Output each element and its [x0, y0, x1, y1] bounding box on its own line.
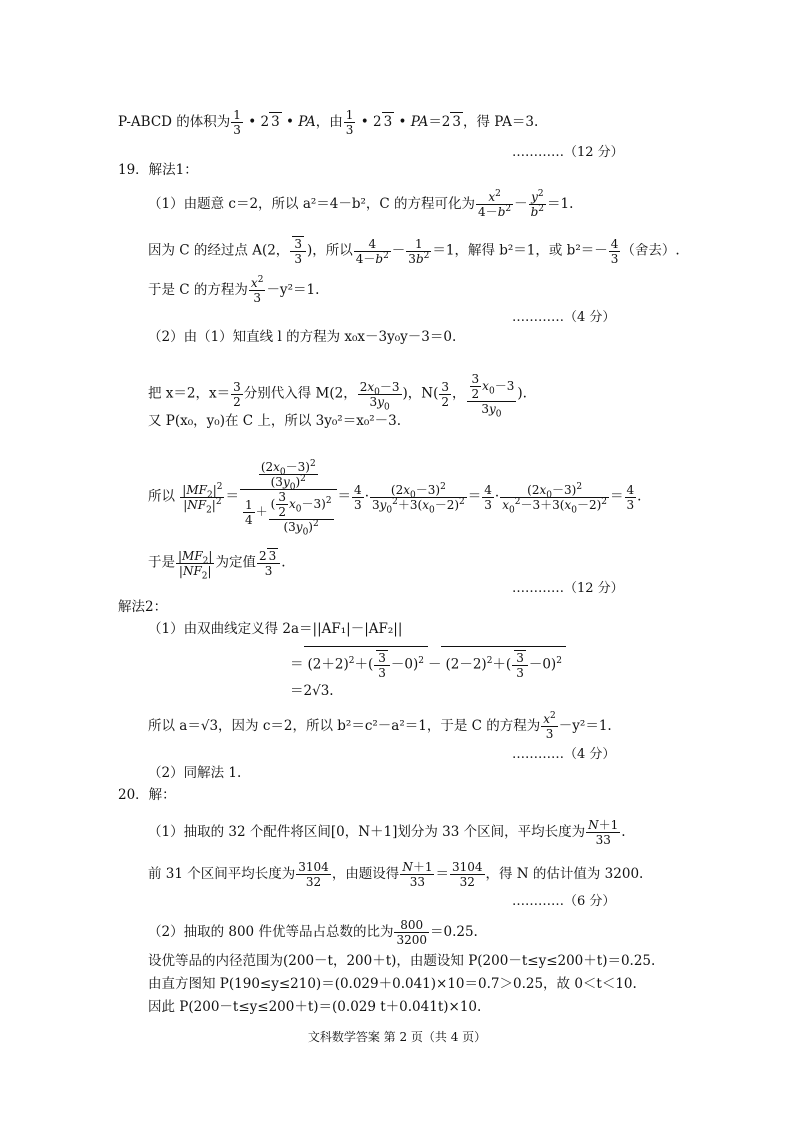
- q19-part1-line3: [148, 276, 319, 305]
- q20-score-1: …………（6 分）: [512, 894, 616, 909]
- q19-text: （舍去）.: [621, 242, 680, 259]
- q19-method2-line2: ＝ $(2+2)^2+$( $\frac{3}{3}$ $-0)^2 - (2-2)^2+$( $\frac{3}{3}$ －0)$^2$: [290, 646, 566, 683]
- fraction: $\frac{4}{3}$: [484, 482, 492, 512]
- fraction: $\frac{(2x_0-3)^2}{x_0^2-3+3(x_0-2)^2}$: [502, 481, 607, 515]
- q19-method2-line6: （2）同解法 1.: [148, 765, 242, 781]
- q19-text: 所以: [148, 488, 175, 505]
- q19-text: )，N(: [402, 385, 439, 402]
- q19-text: ).: [517, 385, 527, 402]
- fraction: $\frac{(2x_0-3)^2}{3y_0^2+3(x_0-2)^2}$: [371, 481, 465, 515]
- fraction: $\frac{(2x_0-3)^2}{(3y_0)^2}$: [260, 459, 316, 493]
- q19-part2-line1: （2）由（1）知直线 l 的方程为 x₀x－3y₀y－3＝0.: [148, 329, 457, 345]
- q20-text: （1）抽取的 32 个配件将区间[0，N＋1]划分为 33 个区间，平均长度为: [148, 824, 586, 840]
- fraction: $\frac{3}{2}$: [471, 372, 480, 401]
- q20-text: ，由题设得: [331, 866, 400, 882]
- q19-part1-line2: 因为 C 的经过点 A(2， $\frac{3}{3}$ )，所以 $\frac{4}{4-b^2}$ － $\frac{1}{3b^2}$ ＝1，解得 b²＝1，或 b²＝－ $\frac{4}{3}$ （舍去）.: [148, 236, 680, 266]
- fraction: $\frac{3104}{32}$: [298, 860, 329, 889]
- q19-text: ＝1，解得 b²＝1，或 b²＝－: [432, 242, 608, 259]
- q20-text: ，得 N 的估计值为 3200.: [485, 866, 644, 882]
- q19-method2-header: 解法2：: [118, 599, 168, 615]
- q19-method2-line4: ＝2√3.: [290, 683, 334, 699]
- fraction: $\frac{|MF_2|}{|NF_2|}$: [178, 548, 213, 581]
- q19-text: 所以 a＝√3，因为 c＝2，所以 b²＝c²－a²＝1，于是 C 的方程为: [148, 718, 541, 734]
- q19-text: －y²＝1.: [558, 718, 612, 734]
- fraction: $\frac{1}{4}$: [244, 497, 253, 527]
- fraction: $\frac{2x_0-3}{3y_0}$: [359, 379, 400, 412]
- fraction: $\frac{(2x_0-3)^2}{(3y_0)^2}$ $\frac{1}{4}$ ＋ ( $\frac{3}{2}$ $x_0-3)^2$ $(3y_0)^2$: [240, 460, 337, 534]
- fraction: $\frac{x^2}{3}$: [543, 711, 556, 741]
- fraction: $\frac{x^2}{3}$: [250, 275, 264, 305]
- q19-text: －y²＝1.: [266, 282, 320, 298]
- q18-text-3: ，得 PA＝3.: [463, 114, 539, 130]
- q19-part2-line5: [148, 548, 286, 581]
- q19-text: 为定值: [215, 554, 256, 571]
- q19-header: 19．解法1：: [118, 162, 198, 178]
- q19-score-3: …………（4 分）: [512, 747, 616, 762]
- q19-text: 于是: [148, 554, 175, 571]
- q20-text: .: [621, 824, 626, 840]
- q20-line2: [148, 860, 643, 889]
- q19-text: 因为 C 的经过点 A(2，: [148, 242, 290, 259]
- fraction: $\frac{3}{2}$: [233, 379, 241, 409]
- fraction: $\frac{1}{3}$: [233, 108, 241, 137]
- q19-text: 把 x＝2，x＝: [148, 385, 231, 402]
- q19-text: ，: [452, 385, 466, 402]
- q18-score: …………（12 分）: [512, 145, 624, 160]
- fraction: $\frac{N+1}{33}$: [402, 860, 433, 889]
- q18-text-2: ，由: [315, 114, 343, 130]
- fraction: ( $\frac{3}{2}$ $x_0-3)^2$ $(3y_0)^2$: [270, 490, 332, 538]
- q19-method2-line1: （1）由双曲线定义得 2a＝||AF₁|－|AF₂||: [148, 621, 403, 637]
- fraction: $\frac{4}{3}$: [610, 236, 619, 266]
- fraction: $\frac{N+1}{33}$: [588, 818, 619, 847]
- fraction: $\frac{2 3}{3}$: [257, 548, 280, 578]
- q19-method2-line5: [148, 712, 612, 741]
- q19-score-2: …………（12 分）: [512, 581, 624, 596]
- q19-part2-line2: [148, 372, 527, 420]
- q19-text: .: [281, 554, 286, 571]
- fraction: $\frac{3}{3}$: [290, 236, 306, 266]
- fraction: $\frac{3}{2}$: [441, 379, 450, 409]
- fraction: $\frac{4}{3}$: [354, 482, 362, 512]
- q19-part1-intro-end: ＝1.: [547, 196, 574, 212]
- q19-part1-intro: （1）由题意 c＝2，所以 a²＝4－b²，C 的方程可化为: [148, 196, 476, 212]
- fraction: $\frac{3}{2}$: [278, 490, 286, 519]
- q18-volume-line: P-ABCD 的体积为 $\frac{1}{3}$ • 2 3 • PA，由 $\frac{1}{3}$ • 2 3 • PA＝2 3 ，得 PA＝3.: [118, 108, 539, 137]
- fraction: $\frac{3}{2}$ $x_0-3$ $3y_0$: [467, 372, 517, 416]
- q18-text-1: P-ABCD 的体积为: [118, 114, 231, 130]
- q20-text: 前 31 个区间平均长度为: [148, 866, 296, 882]
- fraction: $\frac{1}{3b^2}$: [408, 236, 430, 266]
- fraction: $\frac{800}{3200}$: [396, 918, 427, 947]
- q20-header: 20．解：: [118, 787, 176, 803]
- fraction: $\frac{3}{3}$: [512, 650, 528, 680]
- fraction: $\frac{1}{3}$: [345, 108, 354, 137]
- fraction: $\frac{x^2}{4-b^2}$: [478, 189, 512, 219]
- q20-line4: 设优等品的内径范围为(200－t，200＋t)，由题设知 P(200－t≤y≤200＋t)＝0.25.: [148, 953, 656, 969]
- q19-part2-line3: 又 P(x₀，y₀)在 C 上，所以 3y₀²＝x₀²－3.: [148, 413, 402, 429]
- fraction: $\frac{|MF_2|^2}{|NF_2|^2}$: [182, 481, 223, 515]
- page-footer: 文科数学答案 第 2 页（共 4 页）: [307, 1030, 487, 1044]
- fraction: $\frac{3}{3}$: [374, 650, 390, 680]
- q19-score-1: …………（4 分）: [512, 310, 616, 325]
- q20-text: ＝0.25.: [430, 924, 478, 940]
- fraction: $\frac{4}{3}$: [626, 482, 635, 512]
- q19-text: )，所以: [306, 242, 353, 259]
- q19-text: 于是 C 的方程为: [148, 282, 248, 298]
- fraction: $\frac{y^2}{b^2}$: [530, 189, 545, 219]
- q20-text: （2）抽取的 800 件优等品占总数的比为: [148, 924, 394, 940]
- fraction: $\frac{4}{4-b^2}$: [355, 236, 389, 266]
- q20-line5: 由直方图知 P(190≤y≤210)＝(0.029＋0.041)×10＝0.7＞0.25，故 0＜t＜10.: [148, 976, 637, 992]
- q20-line6: 因此 P(200－t≤y≤200＋t)＝(0.029 t＋0.041t)×10.: [148, 999, 482, 1015]
- q19-part1-line1: （1）由题意 c＝2，所以 a²＝4－b²，C 的方程可化为 $\frac{x^2}{4-b^2}$ － $\frac{y^2}{b^2}$ ＝1.: [148, 189, 574, 219]
- q19-text: 分别代入得 M(2，: [243, 385, 357, 402]
- q20-line3: [148, 918, 478, 947]
- q20-text: ＝: [435, 866, 449, 882]
- q20-line1: [148, 818, 626, 847]
- q19-part2-line4: 所以 $\frac{|MF_2|^2}{|NF_2|^2}$ ＝ $\frac{(2x_0-3)^2}{(3y_0)^2}$ $\frac{1}{4}$ ＋ ( $\frac{3}{2}$ $x_0-3)^2$ $(3y_0)^2$ ＝ $\frac{4}{3}$ · $\frac{(2x_0-3)^2}{3y_0^2+3(x_0-2)^2}$ ＝ $\frac{4}{3}$ · $\frac{(2x_0-3)^2}{x_0^2-3+3(x_0-2)^2}$ ＝ $\frac{4}{3}$ .: [148, 459, 642, 538]
- fraction: $\frac{3104}{32}$: [451, 860, 483, 889]
